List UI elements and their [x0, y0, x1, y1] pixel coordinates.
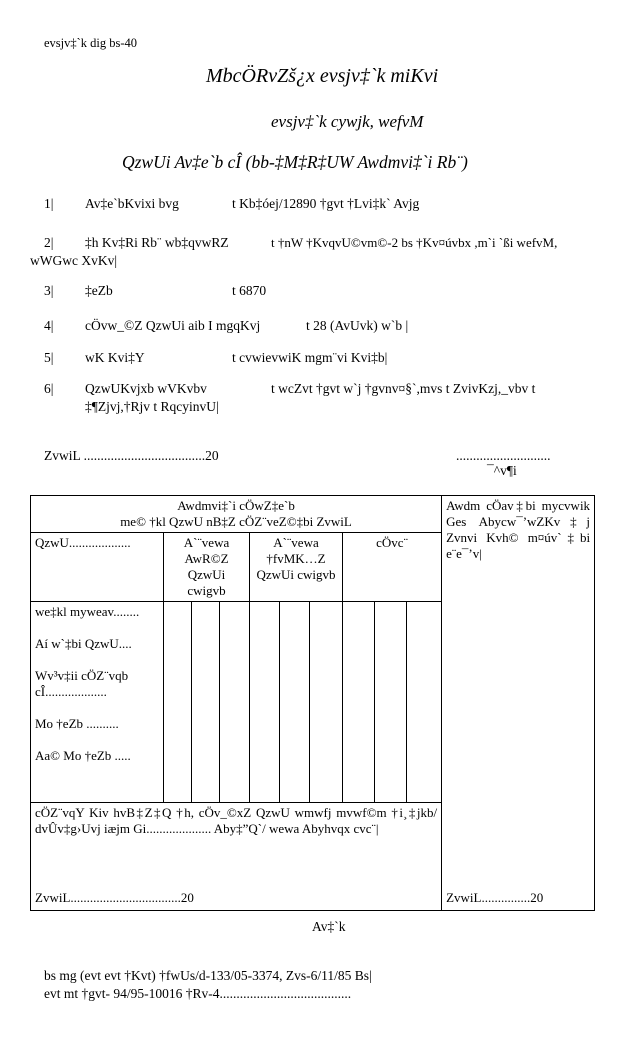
heading-line-2: me© †kl QzwU nB‡Z cÖZ¨veZ©‡bi ZvwiL — [120, 514, 352, 529]
blank-cell — [407, 602, 442, 803]
reference-line-2: evt mt †gvt- 94/95-10016 †Rv-4....................................... — [44, 986, 352, 1001]
signature-line: ............................ — [456, 448, 551, 463]
field-number: 1| — [44, 196, 54, 211]
field-label: Av‡e`bKvixi bvg — [85, 196, 179, 211]
field-number: 6| — [44, 381, 54, 396]
leave-type-item: we‡kl myweav........ — [35, 604, 140, 619]
order-heading: Av‡`k — [312, 919, 346, 934]
earned-leave-column-header: A`¨vewa AwR©Z QzwUi cwigvb — [164, 533, 250, 602]
blank-cell — [164, 602, 192, 803]
balance-column-header: cÖvc¨ — [343, 533, 442, 602]
field-value: t cvwievwiK mgm¨vi Kvi‡b| — [232, 350, 388, 365]
certification-text: cÖZ¨vqY Kiv hvB‡Z‡Q †h, cÖv_©xZ QzwU wmwfj mvwf©m †i¸‡jkb/ dvÛv‡g›Uvj iæjm Gi.................... Aby‡”Q`/ wewa Abyhvqx cvc¨| — [35, 805, 438, 836]
office-head-cell — [442, 496, 595, 911]
field-value: t †nW †KvqvU©vm©-2 bs †Kv¤úvbx ,m`i `ßi wefvM, — [271, 235, 558, 250]
field-value: t 6870 — [232, 283, 267, 298]
blank-cell — [220, 602, 250, 803]
ministry-heading: evsjv‡`k cywjk, wefvM — [271, 112, 424, 131]
field-label: ‡eZb — [85, 283, 113, 298]
taken-leave-column-header: A`¨vewa †fvMK…Z QzwUi cwigvb — [250, 533, 343, 602]
field-number: 5| — [44, 350, 54, 365]
office-head-date: ZvwiL...............20 — [446, 890, 544, 905]
field-value: t 28 (AvUvk) w`b | — [306, 318, 409, 333]
certification-cell — [31, 803, 442, 911]
blank-cell — [280, 602, 310, 803]
leave-type-item: Aí w`‡bi QzwU.... — [35, 636, 132, 651]
form-subtitle: QzwUi Av‡e`b cÎ (bb-‡M‡R‡UW Awdmvi‡`i Rb¨) — [122, 152, 468, 172]
office-head-recommendation: Awdm cÖav‡bi mycvwik Ges Abycw¯’wZKv‡j Zvnvi Kvh© m¤úv`‡bi e¨e¯’v| — [446, 498, 591, 561]
signature-label: ¯^v¶i — [487, 463, 517, 478]
date-line: ZvwiL ....................................20 — [44, 448, 219, 463]
leave-type-item: Aa© Mo †eZb ..... — [35, 748, 131, 763]
certification-date: ZvwiL..................................20 — [35, 890, 194, 905]
field-label: ‡h Kv‡Ri Rb¨ wb‡qvwRZ — [85, 235, 229, 250]
blank-cell — [343, 602, 375, 803]
field-value: t Kb‡óej/12890 †gvt †Lvi‡k` Avjg — [232, 196, 420, 211]
reference-line-1: bs mg (evt evt †Kvt) †fwUs/d-133/05-3374, Zvs-6/11/85 Bs| — [44, 968, 372, 983]
field-value: t wcZvt †gvt w`j †gvnv¤§`,mvs t ZvivKzj,_vbv t — [271, 381, 536, 396]
blank-cell — [250, 602, 280, 803]
blank-cell — [375, 602, 407, 803]
leave-type-item: Wv³v‡ii cÖZ¨vqb cÎ................... — [35, 668, 129, 699]
field-number: 4| — [44, 318, 54, 333]
field-label: QzwUKvjxb wVKvbv — [85, 381, 207, 396]
field-number: 3| — [44, 283, 54, 298]
field-label: cÖvw_©Z QzwUi aib I mgqKvj — [85, 318, 261, 333]
leave-types-cell — [31, 602, 164, 803]
leave-type-item: Mo †eZb .......... — [35, 716, 119, 731]
heading-line-1: Awdmvi‡`i cÖwZ‡e`b — [177, 498, 295, 513]
field-number: 2| — [44, 235, 54, 250]
blank-cell — [310, 602, 343, 803]
leave-column-header: QzwU................... — [31, 533, 164, 602]
field-label: wK Kvi‡Y — [85, 350, 145, 365]
leave-report-table — [30, 495, 595, 911]
field-value-continued: ‡¶Zjvj,†Rjv t RqcyinvU| — [85, 399, 219, 414]
blank-cell — [192, 602, 220, 803]
form-number: evsjv‡`k dig bs-40 — [44, 36, 138, 50]
page-title: MbcÖRvZš¿x evsjv‡`k miKvi — [206, 65, 439, 87]
field-value-continued: wWGwc XvKv| — [30, 253, 118, 268]
officer-report-heading — [31, 496, 442, 533]
